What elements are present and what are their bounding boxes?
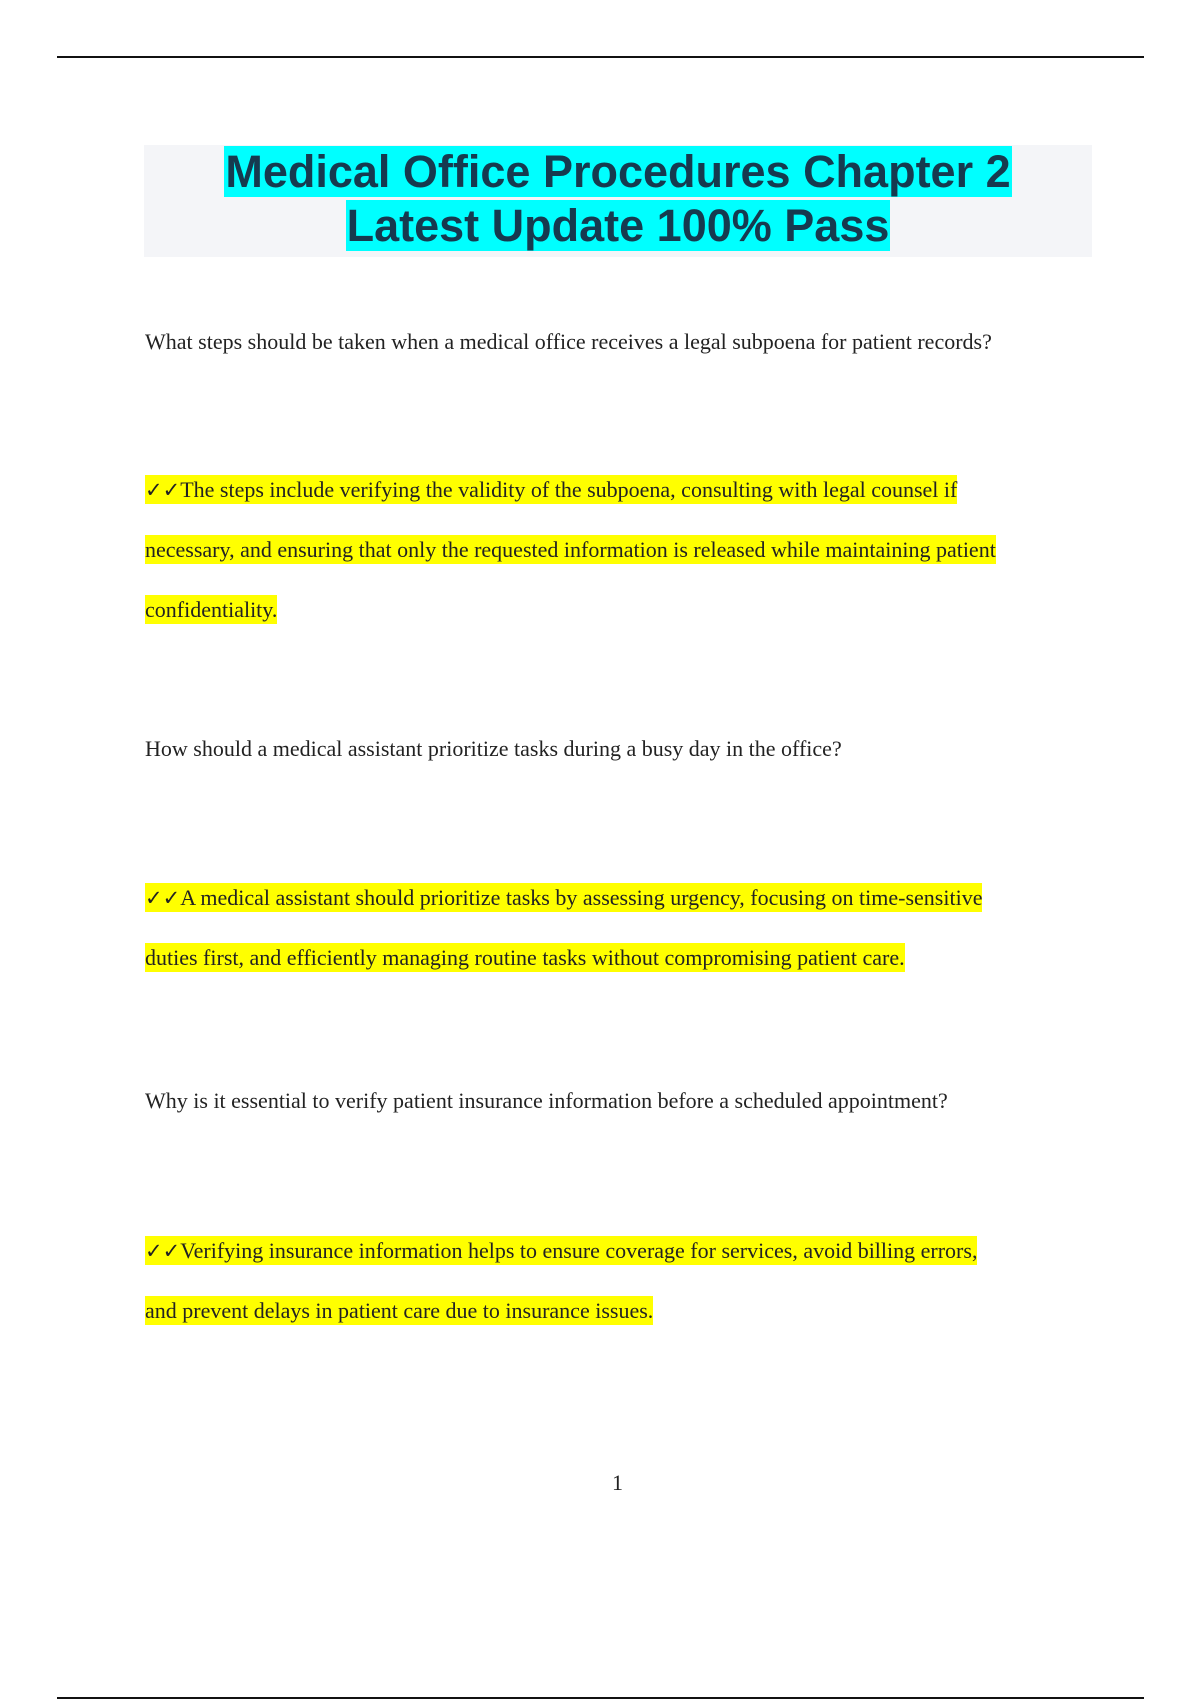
double-check-icon: ✓✓ — [145, 886, 181, 910]
answer-line — [145, 868, 1105, 928]
question-1: What steps should be taken when a medical office receives a legal subpoena for patient records? — [145, 329, 992, 354]
question-3: Why is it essential to verify patient insurance information before a scheduled appointment? — [145, 1088, 948, 1113]
answer-text: confidentiality. — [145, 597, 278, 622]
answer-line — [145, 1281, 1105, 1341]
answer-line — [145, 520, 1105, 580]
question-2: How should a medical assistant prioritize tasks during a busy day in the office? — [145, 736, 842, 761]
top-rule — [57, 56, 1144, 58]
double-check-icon: ✓✓ — [145, 1239, 181, 1263]
answer-line — [145, 460, 1105, 520]
title-text-2: Latest Update 100% Pass — [346, 200, 890, 251]
title-box — [144, 145, 1092, 257]
answer-text: Verifying insurance information helps to ensure coverage for services, avoid billing errors, — [180, 1238, 978, 1263]
answer-text: The steps include verifying the validity of the subpoena, consulting with legal counsel if — [180, 477, 958, 502]
answer-line — [145, 1221, 1105, 1281]
answer-line — [145, 580, 1105, 640]
page-number: 1 — [612, 1470, 623, 1495]
title-line-1 — [144, 145, 1092, 199]
answer-text: A medical assistant should prioritize tasks by assessing urgency, focusing on time-sensitive — [180, 885, 983, 910]
answer-line — [145, 928, 1105, 988]
answer-1 — [145, 460, 1105, 640]
double-check-icon: ✓✓ — [145, 478, 181, 502]
answer-text: and prevent delays in patient care due to insurance issues. — [145, 1298, 654, 1323]
title-text-1: Medical Office Procedures Chapter 2 — [225, 146, 1011, 197]
answer-text: necessary, and ensuring that only the requested information is released while maintaining patient — [145, 537, 996, 562]
answer-2 — [145, 868, 1105, 988]
title-line-2 — [144, 199, 1092, 253]
answer-3 — [145, 1221, 1105, 1341]
bottom-rule — [57, 1697, 1144, 1699]
answer-text: duties first, and efficiently managing routine tasks without compromising patient care. — [145, 945, 905, 970]
